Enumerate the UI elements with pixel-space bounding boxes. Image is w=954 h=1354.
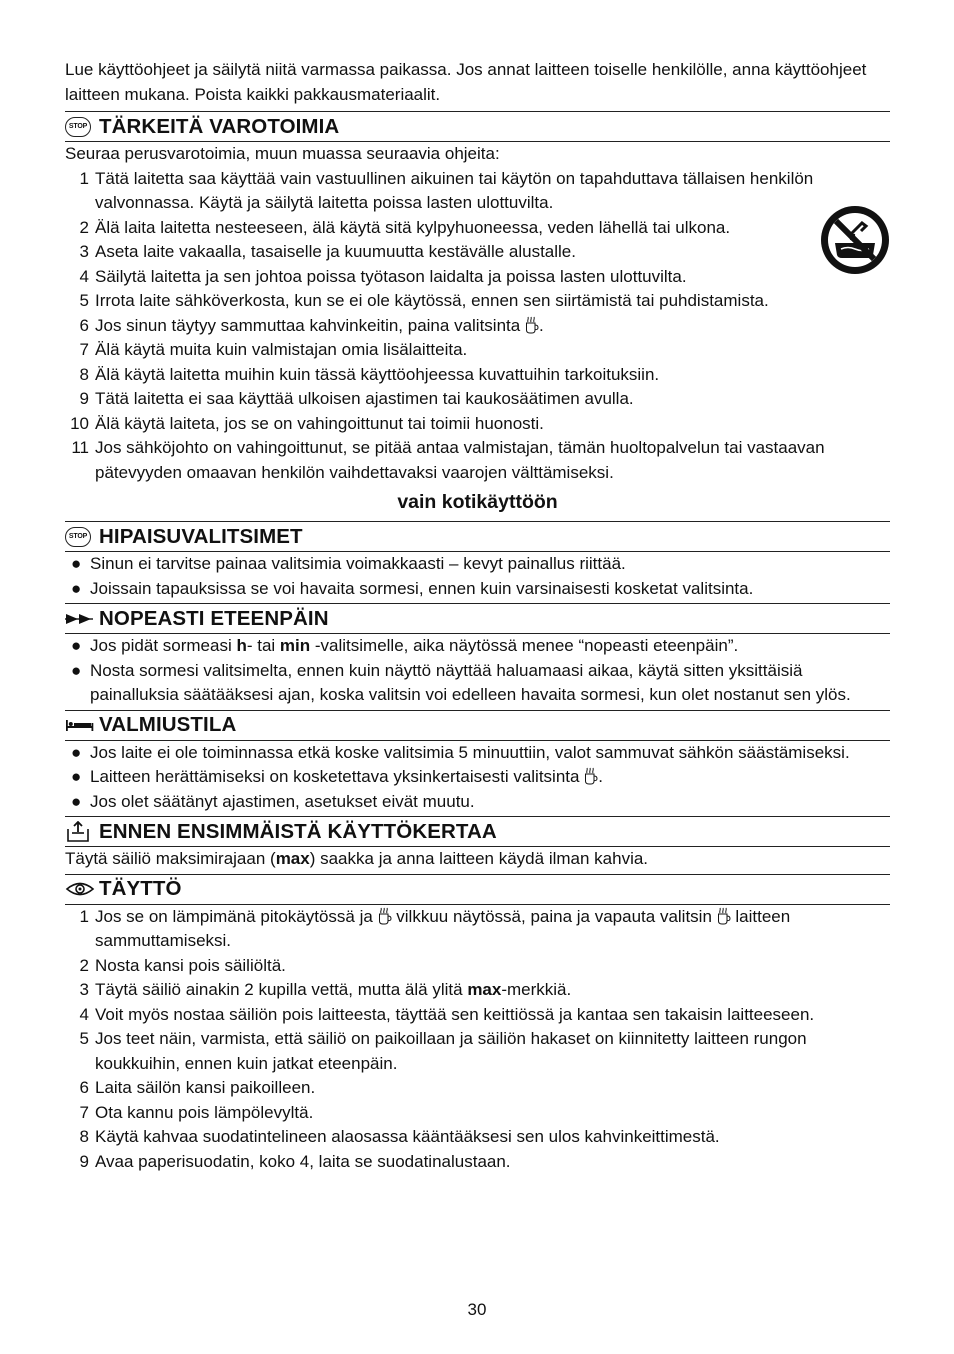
section-header-touch — [65, 521, 890, 552]
bed-icon — [65, 718, 95, 732]
list-item: ● Joissain tapauksissa se voi havaita sormesi, ennen kuin varsinaisesti kosketat valitsinta. — [71, 578, 754, 598]
list-item: ● Jos pidät sormeasi h- tai min -valitsimelle, aika näytössä menee “nopeasti eteenpäin”. — [71, 636, 739, 655]
first-use-icon — [65, 821, 91, 843]
list-item: 2 Nosta kansi pois säiliöltä. — [79, 955, 286, 975]
list-item: ● Jos olet säätänyt ajastimen, asetukset eivät muutu. — [71, 791, 475, 811]
standby-list — [65, 741, 890, 815]
list-item: ● Sinun ei tarvitse painaa valitsimia voimakkaasti – kevyt painallus riittää. — [71, 554, 626, 573]
no-water-warning-icon — [820, 205, 890, 275]
list-item: 4 Säilytä laitetta ja sen johtoa poissa työtason laidalta ja poissa lasten ulottuvilta. — [79, 266, 687, 286]
section-lead: Seuraa perusvarotoimia, muun muassa seuraavia ohjeita: — [65, 144, 500, 163]
list-item: 8 Käytä kahvaa suodatintelineen alaosassa kääntääksesi sen ulos kahvinkeittimestä. — [79, 1127, 720, 1146]
list-item: ● Nosta sormesi valitsimelta, ennen kuin näyttö näyttää haluamaasi aikaa, käytä sitten yksittäisiä painalluksia säätääksesi ajan, koska valitsin voi edelleen havaita sormesi, kun olet nostanut sen ylös. — [71, 660, 851, 704]
touch-list — [65, 552, 890, 601]
stop-icon: STOP — [65, 117, 91, 137]
section-header-safety — [65, 111, 890, 142]
intro-text: Lue käyttöohjeet ja säilytä niitä varmassa paikassa. Jos annat laitteen toiselle henkilölle, anna käyttöohjeet laitteen mukana. Poista kaikki pakkausmateriaalit. — [65, 60, 867, 104]
safety-list — [65, 167, 890, 486]
list-item: 10 Älä käytä laiteta, jos se on vahingoittunut tai toimii huonosti. — [70, 413, 544, 433]
list-item: 6 Jos sinun täytyy sammuttaa kahvinkeitin, paina valitsinta . — [79, 315, 544, 335]
list-item: 4 Voit myös nostaa säiliön pois laitteesta, täyttää sen keittiössä ja kantaa sen takaisin laitteeseen. — [79, 1004, 815, 1024]
section-title: NOPEASTI ETEENPÄIN — [99, 606, 329, 630]
list-item: 11 Jos sähköjohto on vahingoittunut, se pitää antaa valmistajan, tämän huoltopalvelun tai vastaavan pätevyyden omaavan henkilön vaihdettavaksi vaarojen välttämiseksi. — [71, 438, 825, 482]
section-title: TÄRKEITÄ VAROTOIMIA — [99, 114, 340, 138]
steam-cup-icon — [525, 316, 539, 334]
section-header-fast-forward — [65, 603, 890, 634]
list-item: 6 Laita säilön kansi paikoilleen. — [79, 1078, 316, 1097]
section-title: HIPAISUVALITSIMET — [99, 524, 303, 548]
filling-list — [65, 905, 890, 1175]
list-item: ● Laitteen herättämiseksi on kosketettava yksinkertaisesti valitsinta . — [71, 767, 603, 786]
list-item: 9 Avaa paperisuodatin, koko 4, laita se suodatinalustaan. — [79, 1151, 511, 1171]
list-item: 8 Älä käytä laitetta muihin kuin tässä käyttöohjeessa kuvattuihin tarkoituksiin. — [79, 364, 660, 384]
stop-icon: STOP — [65, 527, 91, 547]
list-item: 7 Ota kannu pois lämpölevyltä. — [79, 1102, 314, 1122]
list-item: 9 Tätä laitetta ei saa käyttää ulkoisen ajastimen tai kaukosäätimen avulla. — [79, 389, 634, 408]
list-item: 7 Älä käytä muita kuin valmistajan omia lisälaitteita. — [79, 340, 468, 359]
section-title: TÄYTTÖ — [99, 877, 182, 900]
steam-cup-icon — [378, 907, 392, 925]
section-header-first-use — [65, 816, 890, 847]
list-item: 3 Aseta laite vakaalla, tasaiselle ja kuumuutta kestävälle alustalle. — [79, 242, 576, 261]
section-title: VALMIUSTILA — [99, 713, 237, 736]
list-item: 1 Tätä laitetta saa käyttää vain vastuullinen aikuinen tai käytön on tapahduttava tällaisen henkilön valvonnassa. Käytä ja säilytä laitetta poissa lasten ulottuvilta. — [79, 168, 814, 212]
first-use-text: Täytä säiliö maksimirajaan (max) saakka ja anna laitteen käydä ilman kahvia. — [65, 849, 649, 868]
page-number: 30 — [467, 1300, 487, 1319]
list-item: 2 Älä laita laitetta nesteeseen, älä käytä sitä kylpyhuoneessa, veden lähellä tai ulkona. — [79, 217, 731, 237]
list-item: 5 Jos teet näin, varmista, että säiliö on paikoillaan ja säiliön hakaset on kiinnitetty laitteen rungon koukkuihin, ennen kuin jatkat eteenpäin. — [79, 1029, 807, 1073]
fast-forward-list — [65, 634, 890, 708]
section-header-filling — [65, 874, 890, 905]
steam-cup-icon — [717, 907, 731, 925]
section-title: ENNEN ENSIMMÄISTÄ KÄYTTÖKERTAA — [99, 819, 497, 843]
list-item: ● Jos laite ei ole toiminnassa etkä koske valitsimia 5 minuuttiin, valot sammuvat sähkön säästämiseksi. — [71, 742, 850, 762]
list-item: 5 Irrota laite sähköverkosta, kun se ei ole käytössä, ennen sen siirtämistä tai puhdistamista. — [79, 291, 769, 310]
section-header-standby — [65, 710, 890, 741]
list-item: 3 Täytä säiliö ainakin 2 kupilla vettä, mutta älä ylitä max-merkkiä. — [79, 980, 572, 999]
fast-forward-icon — [65, 613, 95, 625]
eye-icon — [65, 881, 95, 897]
list-item: 1 Jos se on lämpimänä pitokäytössä ja vilkkuu näytössä, paina ja vapauta valitsin laitteen sammuttamiseksi. — [79, 906, 791, 950]
steam-cup-icon — [584, 767, 598, 785]
household-use-note: vain kotikäyttöön — [397, 491, 558, 513]
